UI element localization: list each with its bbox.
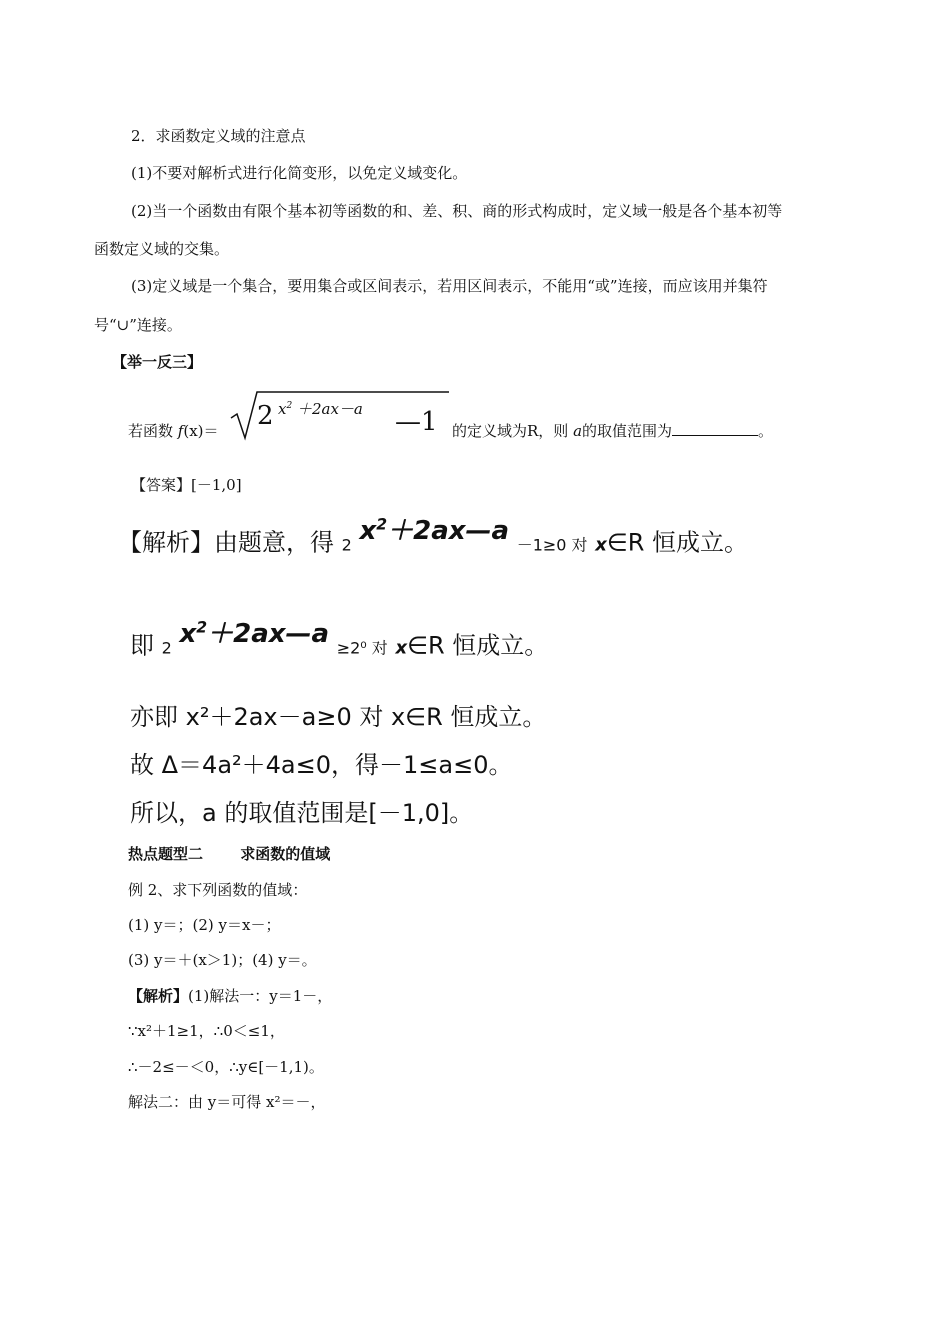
solution-line-4: 故 Δ＝4a²＋4a≤0，得－1≤a≤0。 <box>130 751 513 779</box>
question-var: (x)＝ <box>183 422 219 440</box>
solution-1-prefix: 【解析】由题意，得 <box>118 528 334 557</box>
question-a: a <box>573 422 583 440</box>
solution-1-base: 2 <box>341 535 352 555</box>
solution-1-x: x <box>595 534 607 556</box>
example-tag: 【举一反三】 <box>112 353 203 371</box>
answer-blank <box>672 421 758 436</box>
solution-1-end: ∈R 恒成立。 <box>606 528 749 557</box>
solution-2-base: 2 <box>161 638 172 658</box>
example-2-solution-1 <box>128 986 332 1006</box>
question-end: 。 <box>758 422 774 440</box>
radicand-exponent <box>278 396 363 419</box>
example-2: 例 2、求下列函数的值域： <box>128 881 308 899</box>
solution-2-prefix: 即 <box>130 631 154 660</box>
solution-1-suffix: －1≥0 对 <box>516 535 588 555</box>
answer-line: 【答案】[－1,0] <box>131 476 242 494</box>
solution-2-suffix: ≥2⁰ 对 <box>336 638 388 658</box>
exponent-square: 2 <box>286 401 293 411</box>
paragraph-3-line-1: (3)定义域是一个集合，要用集合或区间表示，若用区间表示，不能用“或”连接，而应该用并集符 <box>131 277 768 295</box>
hot-topic-subtitle: 求函数的值域 <box>240 845 331 863</box>
solution-1-exponent: $x^2+2ax—a$ <box>359 515 510 546</box>
solution-2-end: ∈R 恒成立。 <box>407 631 549 660</box>
example-2-step-2: ∵x²＋1≥1，∴0＜≤1， <box>128 1022 285 1040</box>
example-2-questions-1-2: (1) y＝；(2) y＝x－； <box>128 916 281 934</box>
example-2-step-3: ∴－2≤－＜0，∴y∈[－1,1)。 <box>128 1058 324 1076</box>
solution-2-exponent: $x^2+2ax—a$ <box>179 618 330 649</box>
paragraph-1: (1)不要对解析式进行化简变形，以免定义域变化。 <box>131 164 468 182</box>
question-func: f <box>177 422 184 440</box>
exponent-rest: ＋2ax－a <box>296 400 363 418</box>
hot-topic-title: 热点题型二 <box>128 845 204 863</box>
paragraph-2-line-1: (2)当一个函数由有限个基本初等函数的和、差、积、商的形式构成时，定义域一般是各个基本初等 <box>131 202 783 220</box>
hot-topic-heading <box>128 844 330 864</box>
question-suffix <box>452 421 773 441</box>
radicand <box>257 396 274 436</box>
section-heading: 2．求函数定义域的注意点 <box>131 127 306 145</box>
solution-tag: 【解析】 <box>128 987 189 1005</box>
example-2-step-4: 解法二：由 y＝可得 x²＝－， <box>128 1093 326 1111</box>
solution-line-1 <box>118 515 749 561</box>
solution-line-2 <box>130 618 549 664</box>
example-2-questions-3-4: (3) y＝＋(x＞1)；(4) y＝。 <box>128 951 317 969</box>
radicand-base: 2 <box>257 401 274 431</box>
paragraph-3-line-2: 号“∪”连接。 <box>94 316 182 334</box>
question-suffix-2: 的取值范围为 <box>582 422 673 440</box>
paragraph-2-line-2: 函数定义域的交集。 <box>94 240 230 258</box>
solution-2-x: x <box>395 637 408 659</box>
question-suffix-1: 的定义域为R，则 <box>452 422 569 440</box>
example-question <box>128 421 219 441</box>
radicand-tail: —1 <box>395 407 438 437</box>
question-prefix: 若函数 <box>128 422 174 440</box>
solution-line-3: 亦即 x²＋2ax－a≥0 对 x∈R 恒成立。 <box>130 703 547 731</box>
solution-method-1: (1)解法一：y＝1－， <box>188 987 333 1005</box>
exponent-x: x <box>278 400 287 418</box>
solution-line-5: 所以，a 的取值范围是[－1,0]。 <box>130 799 474 827</box>
